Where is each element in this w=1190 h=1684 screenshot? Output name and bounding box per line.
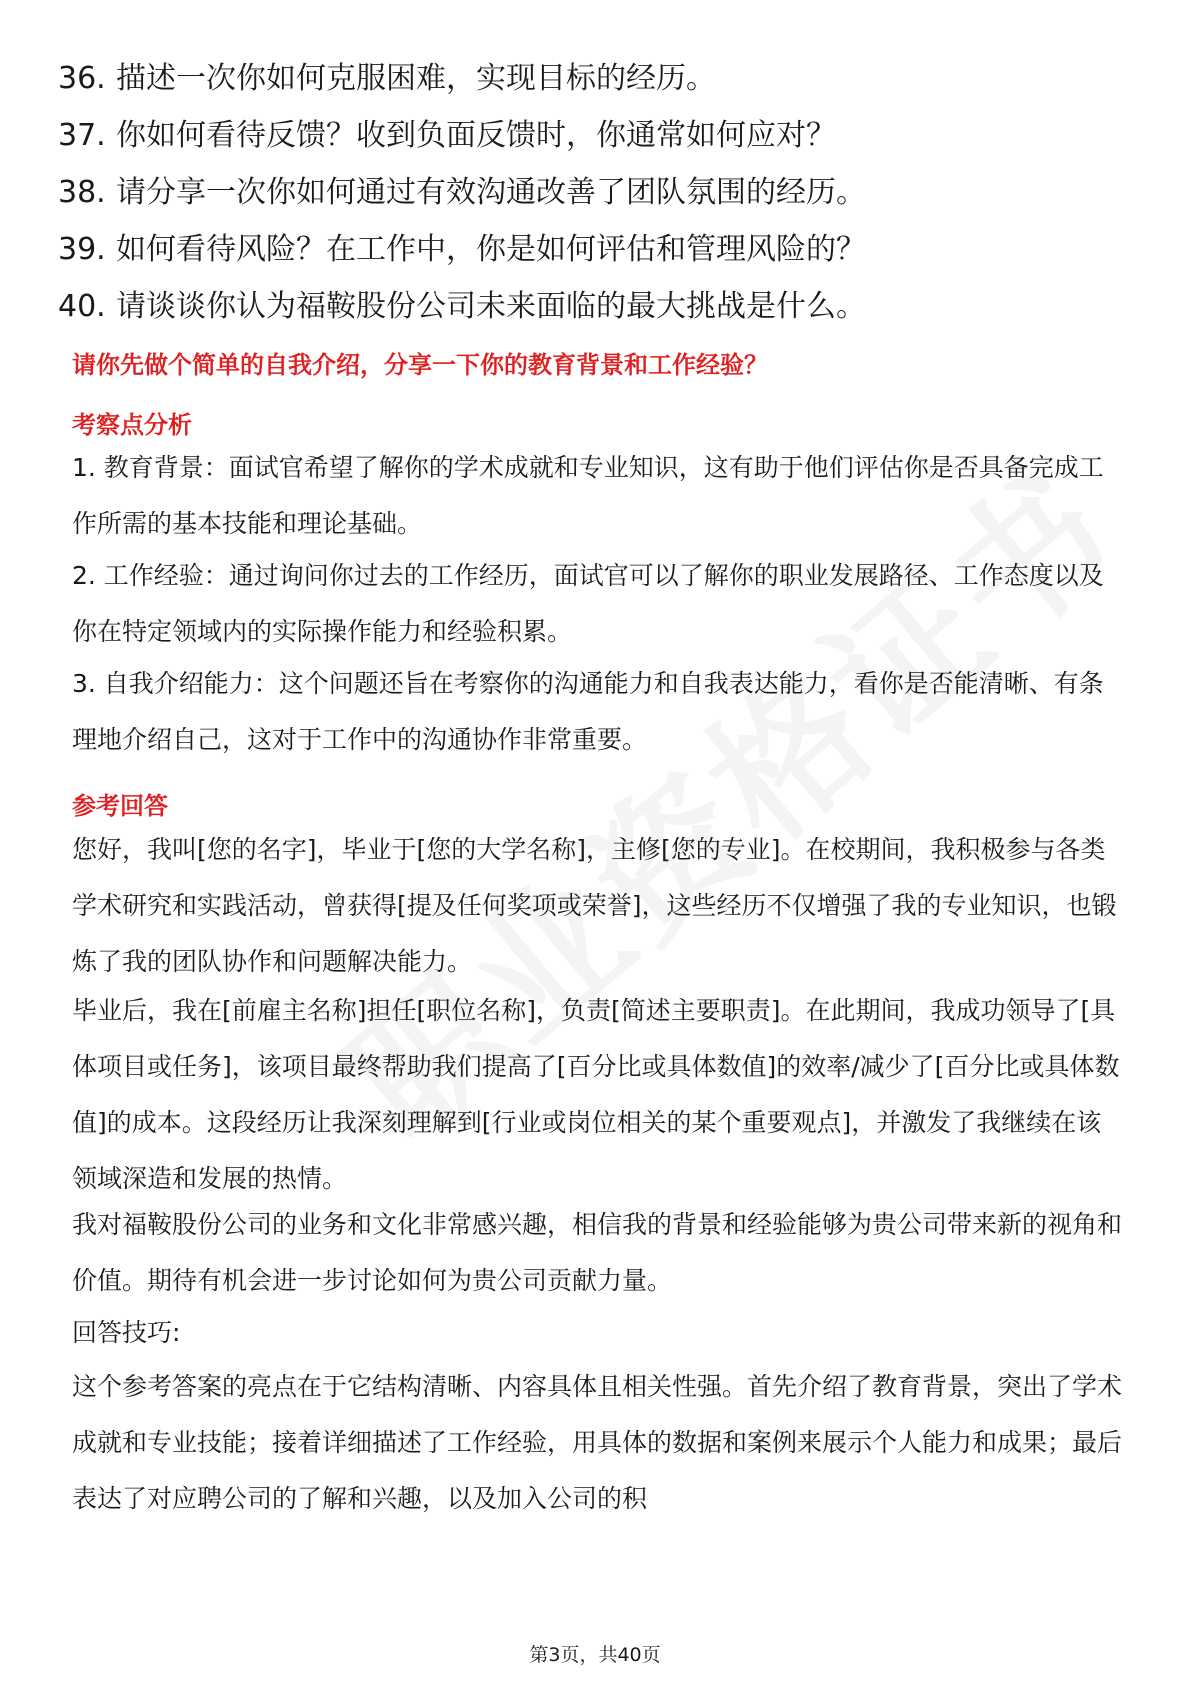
analysis-heading: 考察点分析: [72, 411, 192, 439]
answer-paragraph-work: 毕业后，我在[前雇主名称]担任[职位名称]，负责[简述主要职责]。在此期间，我成功领导了[具体项目或任务]，该项目最终帮助我们提高了[百分比或具体数值]的效率/减少了[百分比或具体数值]的成本。这段经历让我深刻理解到[行业或岗位相关的某个重要观点]，并激发了我继续在该领域深造和发展的热情。: [72, 996, 1120, 1193]
answer-paragraph-interest: 我对福鞍股份公司的业务和文化非常感兴趣，相信我的背景和经验能够为贵公司带来新的视角和价值。期待有机会进一步讨论如何为贵公司贡献力量。: [72, 1210, 1123, 1295]
page-footer: 第3页，共40页: [529, 1644, 661, 1666]
tips-heading: 回答技巧:: [72, 1318, 181, 1347]
question-number: 36.: [58, 61, 106, 96]
list-item: [58, 221, 1138, 278]
answer-paragraph-education: 您好，我叫[您的名字]，毕业于[您的大学名称]，主修[您的专业]。在校期间，我积极参与各类学术研究和实践活动，曾获得[提及任何奖项或荣誉]，这些经历不仅增强了我的专业知识，也锻炼了我的团队协作和问题解决能力。: [72, 835, 1117, 976]
list-item: [58, 107, 1138, 164]
analysis-point-self-intro: 3. 自我介绍能力：这个问题还旨在考察你的沟通能力和自我表达能力，看你是否能清晰、有条理地介绍自己，这对于工作中的沟通协作非常重要。: [72, 669, 1104, 754]
tips-text: 这个参考答案的亮点在于它结构清晰、内容具体且相关性强。首先介绍了教育背景，突出了学术成就和专业技能；接着详细描述了工作经验，用具体的数据和案例来展示个人能力和成果；最后表达了对应聘公司的了解和兴趣，以及加入公司的积: [72, 1372, 1123, 1513]
question-text: 你如何看待反馈？收到负面反馈时，你通常如何应对？: [116, 118, 836, 153]
list-item: [58, 50, 1138, 107]
question-text: 如何看待风险？在工作中，你是如何评估和管理风险的？: [116, 232, 866, 267]
analysis-point-education: 1. 教育背景：面试官希望了解你的学术成就和专业知识，这有助于他们评估你是否具备完成工作所需的基本技能和理论基础。: [72, 453, 1104, 538]
question-number: 39.: [58, 232, 106, 267]
question-text: 请分享一次你如何通过有效沟通改善了团队氛围的经历。: [116, 175, 866, 210]
question-number: 40.: [58, 289, 106, 324]
list-item: [58, 164, 1138, 221]
question-list: [58, 50, 1138, 335]
question-text: 描述一次你如何克服困难，实现目标的经历。: [116, 61, 716, 96]
answer-heading: 参考回答: [72, 792, 168, 820]
analysis-point-experience: 2. 工作经验：通过询问你过去的工作经历，面试官可以了解你的职业发展路径、工作态度以及你在特定领域内的实际操作能力和经验积累。: [72, 561, 1104, 646]
question-number: 38.: [58, 175, 106, 210]
main-question-heading: 请你先做个简单的自我介绍，分享一下你的教育背景和工作经验？: [72, 351, 768, 379]
question-text: 请谈谈你认为福鞍股份公司未来面临的最大挑战是什么。: [116, 289, 866, 324]
list-item: [58, 278, 1138, 335]
question-number: 37.: [58, 118, 106, 153]
